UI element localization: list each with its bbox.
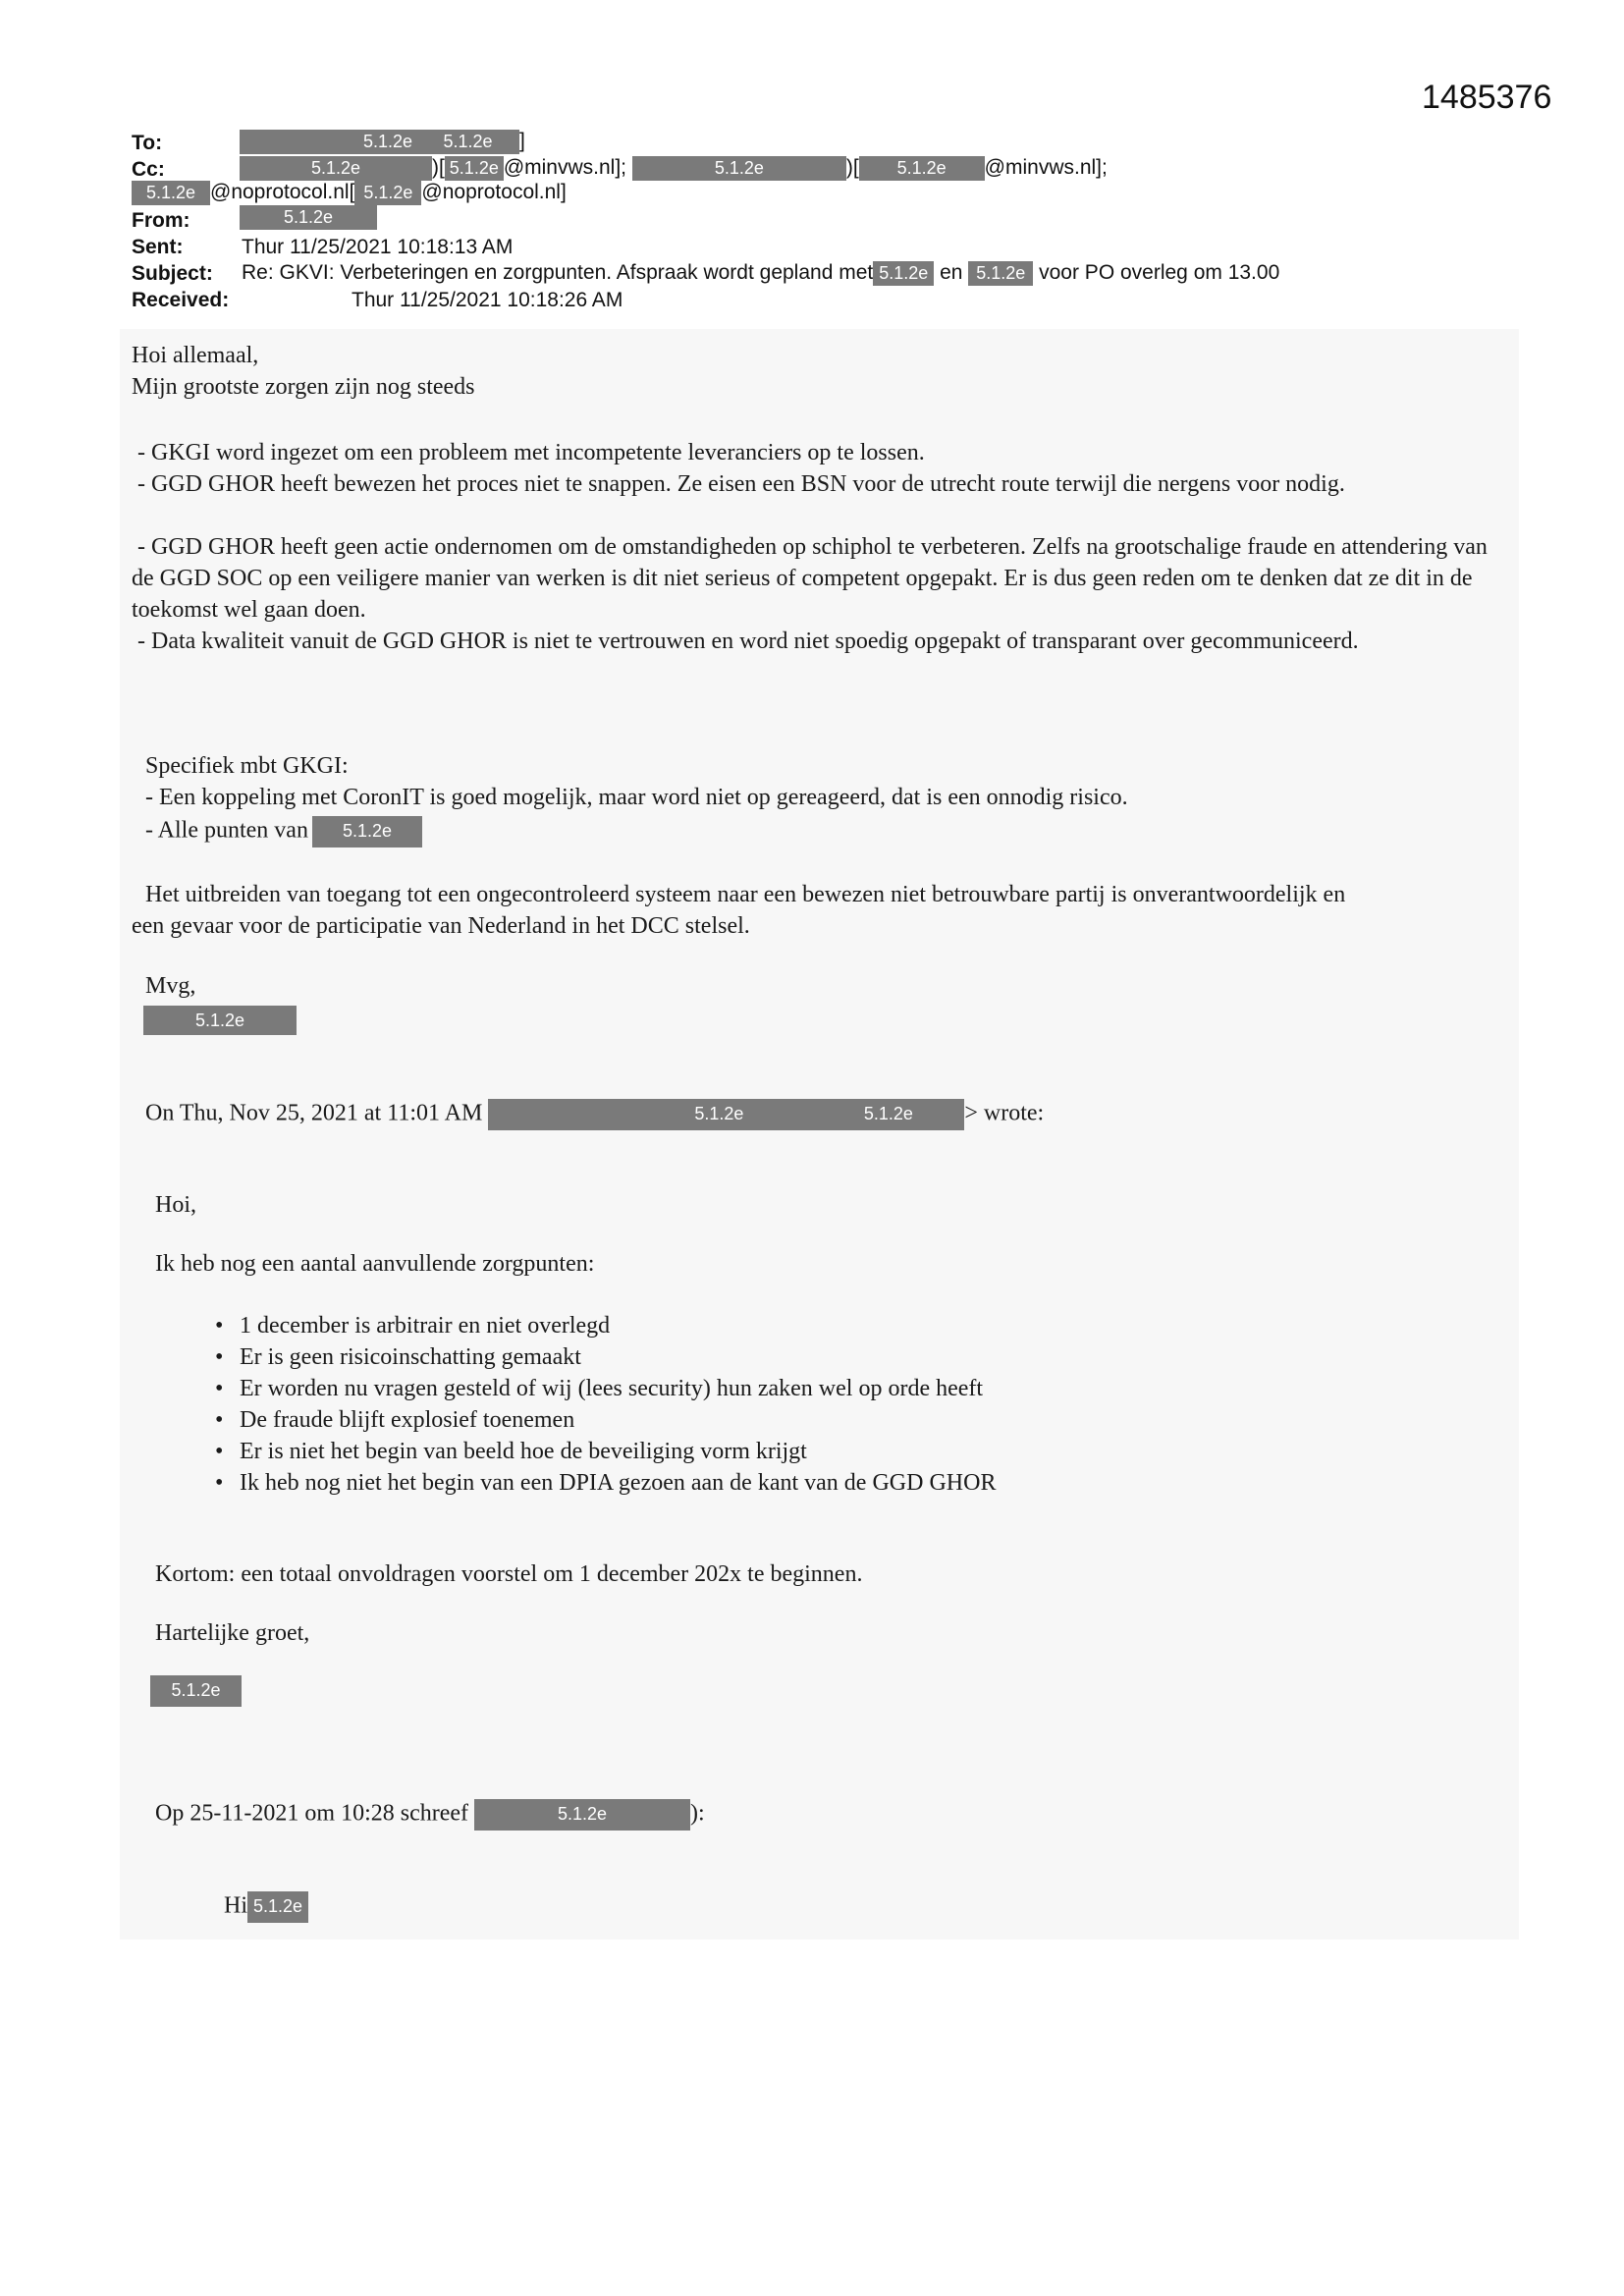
- list-item: [215, 1373, 996, 1404]
- received-label: Received:: [132, 289, 230, 311]
- bullet: •: [215, 1470, 224, 1496]
- quote2-intro-suffix: ):: [690, 1800, 705, 1827]
- from-value: [240, 205, 377, 230]
- quote1-intro-text: On Thu, Nov 25, 2021 at 11:01 AM: [145, 1100, 483, 1126]
- quote1-bullet-list: [215, 1310, 996, 1499]
- redaction: 5.1.2e: [474, 1799, 690, 1831]
- quote2-greeting: [224, 1891, 308, 1923]
- redaction: 5.1.2e: [812, 1099, 964, 1130]
- cc-label: Cc:: [132, 158, 165, 181]
- redaction: 5.1.2e: [354, 181, 421, 205]
- quote2-intro-text: Op 25-11-2021 om 10:28 schreef: [155, 1800, 469, 1827]
- quote2-greeting-text: Hi: [224, 1892, 247, 1919]
- reply-point: - Data kwaliteit vanuit de GGD GHOR is niet te vertrouwen en word niet spoedig opgepakt of transparant over gecommuniceerd.: [132, 629, 1359, 654]
- cc-minvws-1: @minvws.nl];: [503, 156, 626, 180]
- cc-noprotocol-2: @noprotocol.nl]: [421, 181, 567, 204]
- bullet: •: [215, 1313, 224, 1339]
- reply-greeting: Hoi allemaal,: [132, 343, 259, 368]
- reply-point: - GGD GHOR heeft geen actie ondernomen om de omstandigheden op schiphol te verbeteren. Zelfs na grootschalige fraude en attendering van de GGD SOC op een veiligere manier van werken is dit niet serieus of competent opgepakt. Er is dus geen reden om te denken dat ze dit in de toekomst wel gaan doen.: [132, 534, 1493, 623]
- bullet: •: [215, 1407, 224, 1433]
- redaction: 5.1.2e: [632, 156, 846, 181]
- redaction: 5.1.2e: [873, 261, 934, 286]
- subject-text: en: [940, 261, 963, 285]
- cc-separator: )[: [845, 156, 859, 180]
- redaction: 5.1.2e: [240, 205, 377, 230]
- bullet: •: [215, 1376, 224, 1401]
- received-value: Thur 11/25/2021 10:18:26 AM: [352, 289, 623, 311]
- list-item: [215, 1467, 996, 1499]
- quote1-intro-line: Ik heb nog een aantal aanvullende zorgpunten:: [155, 1251, 595, 1277]
- quote1-intro: [145, 1099, 1044, 1130]
- redaction: 5.1.2e: [488, 1099, 812, 1130]
- redaction: 5.1.2e: [247, 1891, 308, 1923]
- quote1-signoff: Hartelijke groet,: [155, 1620, 310, 1646]
- sent-label: Sent:: [132, 236, 184, 258]
- list-item-text: Er worden nu vragen gesteld of wij (lees security) hun zaken wel op orde heeft: [240, 1376, 984, 1401]
- subject-text: Re: GKVI: Verbeteringen en zorgpunten. Afspraak wordt gepland met: [242, 261, 874, 285]
- redaction: 5.1.2e: [240, 156, 432, 181]
- document-number: 1485376: [1422, 79, 1552, 116]
- list-item-text: Er is geen risicoinschatting gemaakt: [240, 1344, 581, 1370]
- list-item: [215, 1404, 996, 1436]
- reply-signoff: Mvg,: [145, 973, 196, 999]
- redaction: 5.1.2e: [312, 816, 422, 847]
- specific-heading: Specifiek mbt GKGI:: [145, 753, 349, 779]
- redaction: 5.1.2e: [132, 181, 210, 205]
- to-close: ]: [519, 130, 525, 153]
- reply-point: - GGD GHOR heeft bewezen het proces niet te snappen. Ze eisen een BSN voor de utrecht route terwijl die nergens voor nodig.: [132, 471, 1345, 497]
- redaction: 5.1.2e: [143, 1006, 297, 1035]
- quote1-signature-redaction: [150, 1675, 242, 1707]
- cc-separator: )[: [432, 156, 445, 180]
- list-item-text: Ik heb nog niet het begin van een DPIA gezoen aan de kant van de GGD GHOR: [240, 1470, 997, 1496]
- list-item: [215, 1436, 996, 1467]
- redaction: 5.1.2e: [150, 1675, 242, 1707]
- list-item-text: 1 december is arbitrair en niet overlegd: [240, 1313, 611, 1339]
- redaction: 5.1.2e: [859, 156, 985, 181]
- cc-continuation: [132, 181, 567, 205]
- list-item: [215, 1341, 996, 1373]
- to-value: [240, 130, 525, 154]
- signature-redaction: [143, 1006, 297, 1035]
- quote1-conclusion: Kortom: een totaal onvoldragen voorstel om 1 december 202x te beginnen.: [155, 1561, 863, 1587]
- cc-noprotocol-1: @noprotocol.nl[: [210, 181, 355, 204]
- redaction: 5.1.2e: [968, 261, 1033, 286]
- redaction: 5.1.2e: [445, 156, 504, 181]
- subject-text: voor PO overleg om 13.00: [1039, 261, 1280, 285]
- list-item-text: De fraude blijft explosief toenemen: [240, 1407, 575, 1433]
- to-label: To:: [132, 132, 163, 154]
- subject-label: Subject:: [132, 262, 213, 285]
- closing-paragraph: Het uitbreiden van toegang tot een ongecontroleerd systeem naar een bewezen niet betrouwbare partij is onverantwoordelijk en een gevaar voor de participatie van Nederland in het DCC stelsel.: [132, 882, 1346, 939]
- specific-item-text: - Alle punten van: [145, 817, 308, 844]
- reply-point: - GKGI word ingezet om een probleem met incompetente leveranciers op te lossen.: [132, 440, 925, 465]
- cc-minvws-2: @minvws.nl];: [984, 156, 1108, 180]
- specific-item: [145, 816, 422, 847]
- cc-value: [240, 156, 1108, 181]
- list-item-text: Er is niet het begin van beeld hoe de beveiliging vorm krijgt: [240, 1439, 807, 1464]
- specific-item: - Een koppeling met CoronIT is goed mogelijk, maar word niet op gereageerd, dat is een onnodig risico.: [145, 785, 1128, 810]
- redaction: 5.1.2e: [240, 130, 416, 154]
- quote2-intro: [155, 1799, 705, 1831]
- quote1-intro-suffix: > wrote:: [964, 1100, 1045, 1126]
- quote1-greeting: Hoi,: [155, 1192, 196, 1218]
- redaction: 5.1.2e: [416, 130, 519, 154]
- subject-value: [242, 261, 1279, 286]
- from-label: From:: [132, 209, 190, 232]
- sent-value: Thur 11/25/2021 10:18:13 AM: [242, 236, 514, 258]
- reply-intro: Mijn grootste zorgen zijn nog steeds: [132, 374, 475, 400]
- bullet: •: [215, 1344, 224, 1370]
- bullet: •: [215, 1439, 224, 1464]
- list-item: [215, 1310, 996, 1341]
